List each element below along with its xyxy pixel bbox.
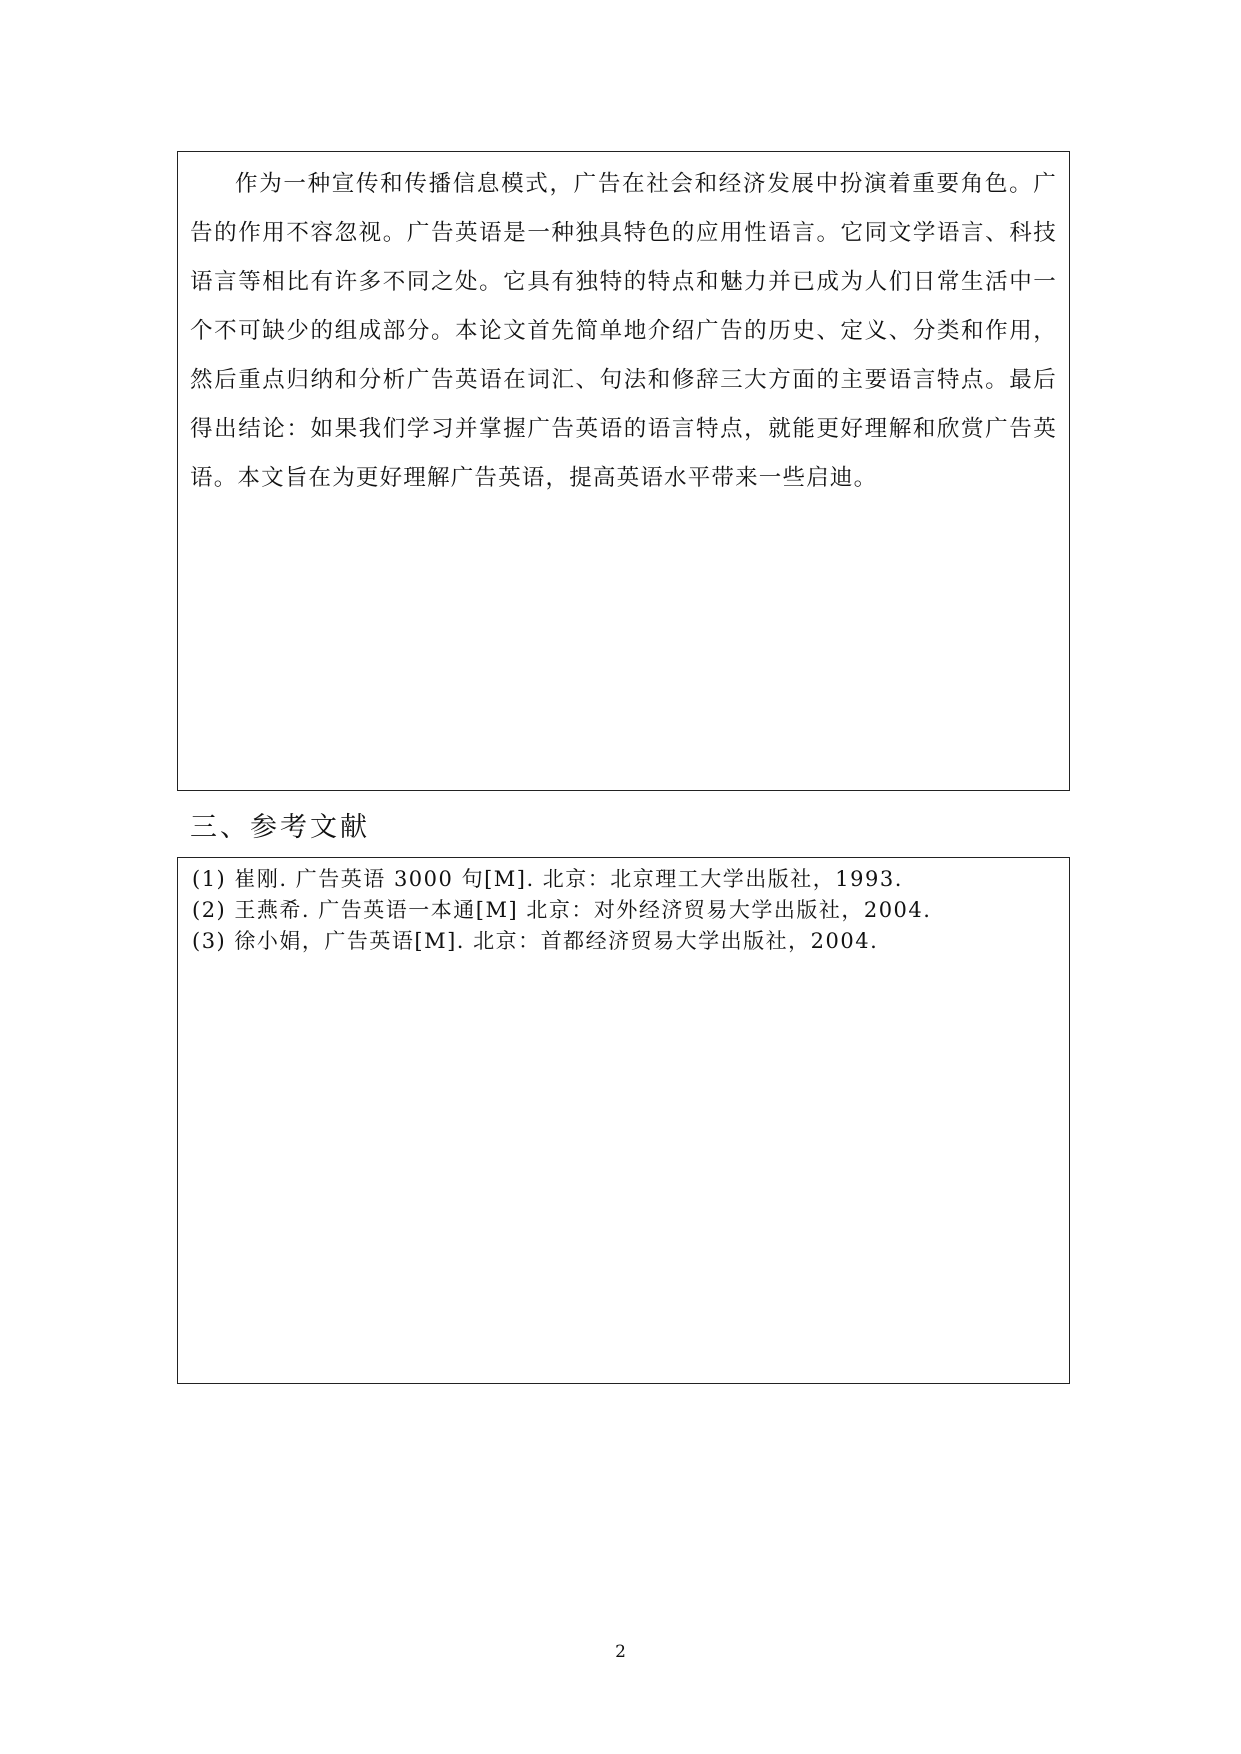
reference-item: (1) 崔刚. 广告英语 3000 句[M]. 北京：北京理工大学出版社，1993. <box>192 867 903 891</box>
reference-item: (3) 徐小娟，广告英语[M]. 北京：首都经济贸易大学出版社，2004. <box>192 929 879 953</box>
abstract-box <box>177 151 1070 791</box>
references-box <box>177 857 1070 1384</box>
abstract-paragraph: 作为一种宣传和传播信息模式，广告在社会和经济发展中扮演着重要角色。广告的作用不容忽视。广告英语是一种独具特色的应用性语言。它同文学语言、科技语言等相比有许多不同之处。它具有独特的特点和魅力并已成为人们日常生活中一个不可缺少的组成部分。本论文首先简单地介绍广告的历史、定义、分类和作用，然后重点归纳和分析广告英语在词汇、句法和修辞三大方面的主要语言特点。最后得出结论：如果我们学习并掌握广告英语的语言特点，就能更好理解和欣赏广告英语。本文旨在为更好理解广告英语，提高英语水平带来一些启迪。 <box>190 171 1057 491</box>
page-number: 2 <box>615 1642 626 1662</box>
reference-item: (2) 王燕希. 广告英语一本通[M] 北京：对外经济贸易大学出版社，2004. <box>192 898 932 922</box>
references-heading: 三、参考文献 <box>190 812 370 843</box>
